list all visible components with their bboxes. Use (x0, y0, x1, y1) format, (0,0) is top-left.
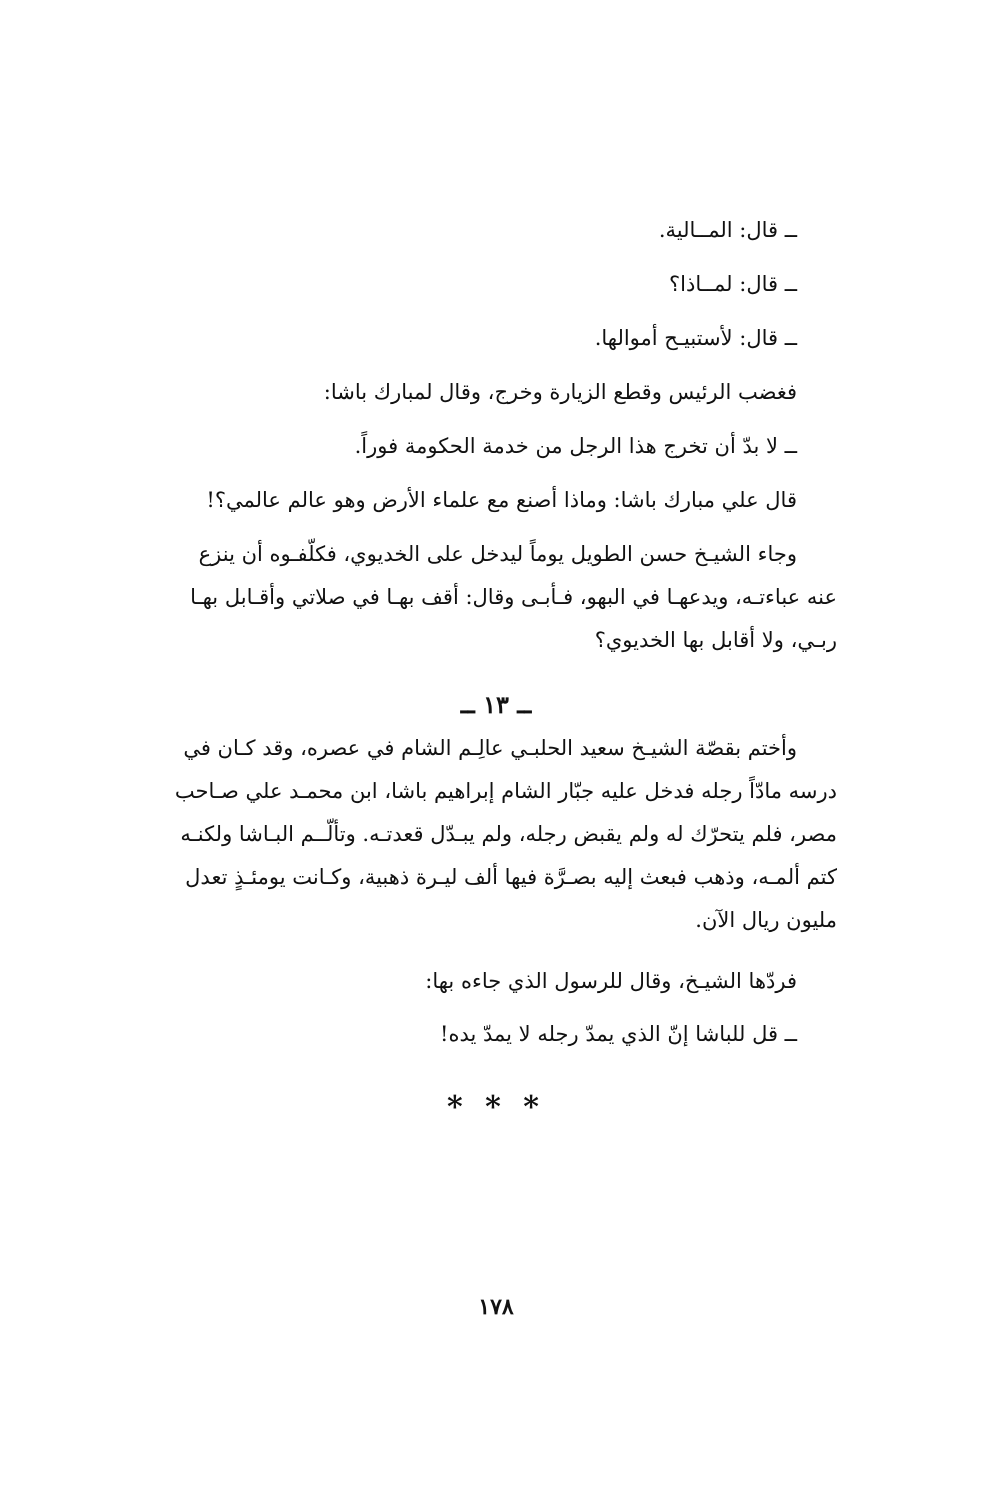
dialogue-line: ــ قال: لأستبيـح أموالها. (594, 326, 797, 350)
paragraph-line: مصر، فلم يتحرّك له ولم يقبض رجله، ولم يبـدّل قعدتـه. وتألّــم البـاشا ولكنـه (180, 822, 837, 846)
narration-line: قال علي مبارك باشا: وماذا أصنع مع علماء الأرض وهو عالم عالمي؟! (206, 488, 797, 512)
paragraph-line: درسه مادّاً رجله فدخل عليه جبّار الشام إبراهيم باشا، ابن محمـد علي صـاحب (174, 779, 837, 803)
narration-line: فردّها الشيـخ، وقال للرسول الذي جاءه بها: (425, 969, 797, 993)
paragraph-line: عنه عباءتـه، ويدعهـا في البهو، فـأبـى وقال: أقف بهـا في صلاتي وأقـابل بهـا (190, 585, 837, 609)
paragraph-line: مليون ريال الآن. (695, 908, 837, 932)
paragraph-line: وأختم بقصّة الشيـخ سعيد الحلبـي عالِـم الشام في عصره، وقد كـان في (183, 736, 797, 760)
paragraph-line: ربـي، ولا أقابل بها الخديوي؟ (594, 628, 837, 652)
dialogue-line: ــ لا بدّ أن تخرج هذا الرجل من خدمة الحكومة فوراً. (354, 434, 797, 458)
section-separator: * * * (447, 1090, 545, 1125)
narration-line: فغضب الرئيس وقطع الزيارة وخرج، وقال لمبارك باشا: (323, 380, 797, 404)
paragraph-line: وجاء الشيـخ حسن الطويل يوماً ليدخل على الخديوي، فكلّفـوه أن ينزع (198, 542, 797, 566)
paragraph-line: كتم ألمـه، وذهب فبعث إليه بصـرَّة فيها ألف ليـرة ذهبية، وكـانت يومئـذٍ تعدل (185, 865, 837, 889)
section-heading: ــ ١٣ ــ (460, 690, 532, 719)
dialogue-line: ــ قال: لمــاذا؟ (669, 272, 797, 296)
dialogue-line: ــ قال: المــالية. (658, 218, 797, 242)
dialogue-line: ــ قل للباشا إنّ الذي يمدّ رجله لا يمدّ يده! (440, 1022, 797, 1046)
page-number: ١٧٨ (478, 1294, 514, 1320)
